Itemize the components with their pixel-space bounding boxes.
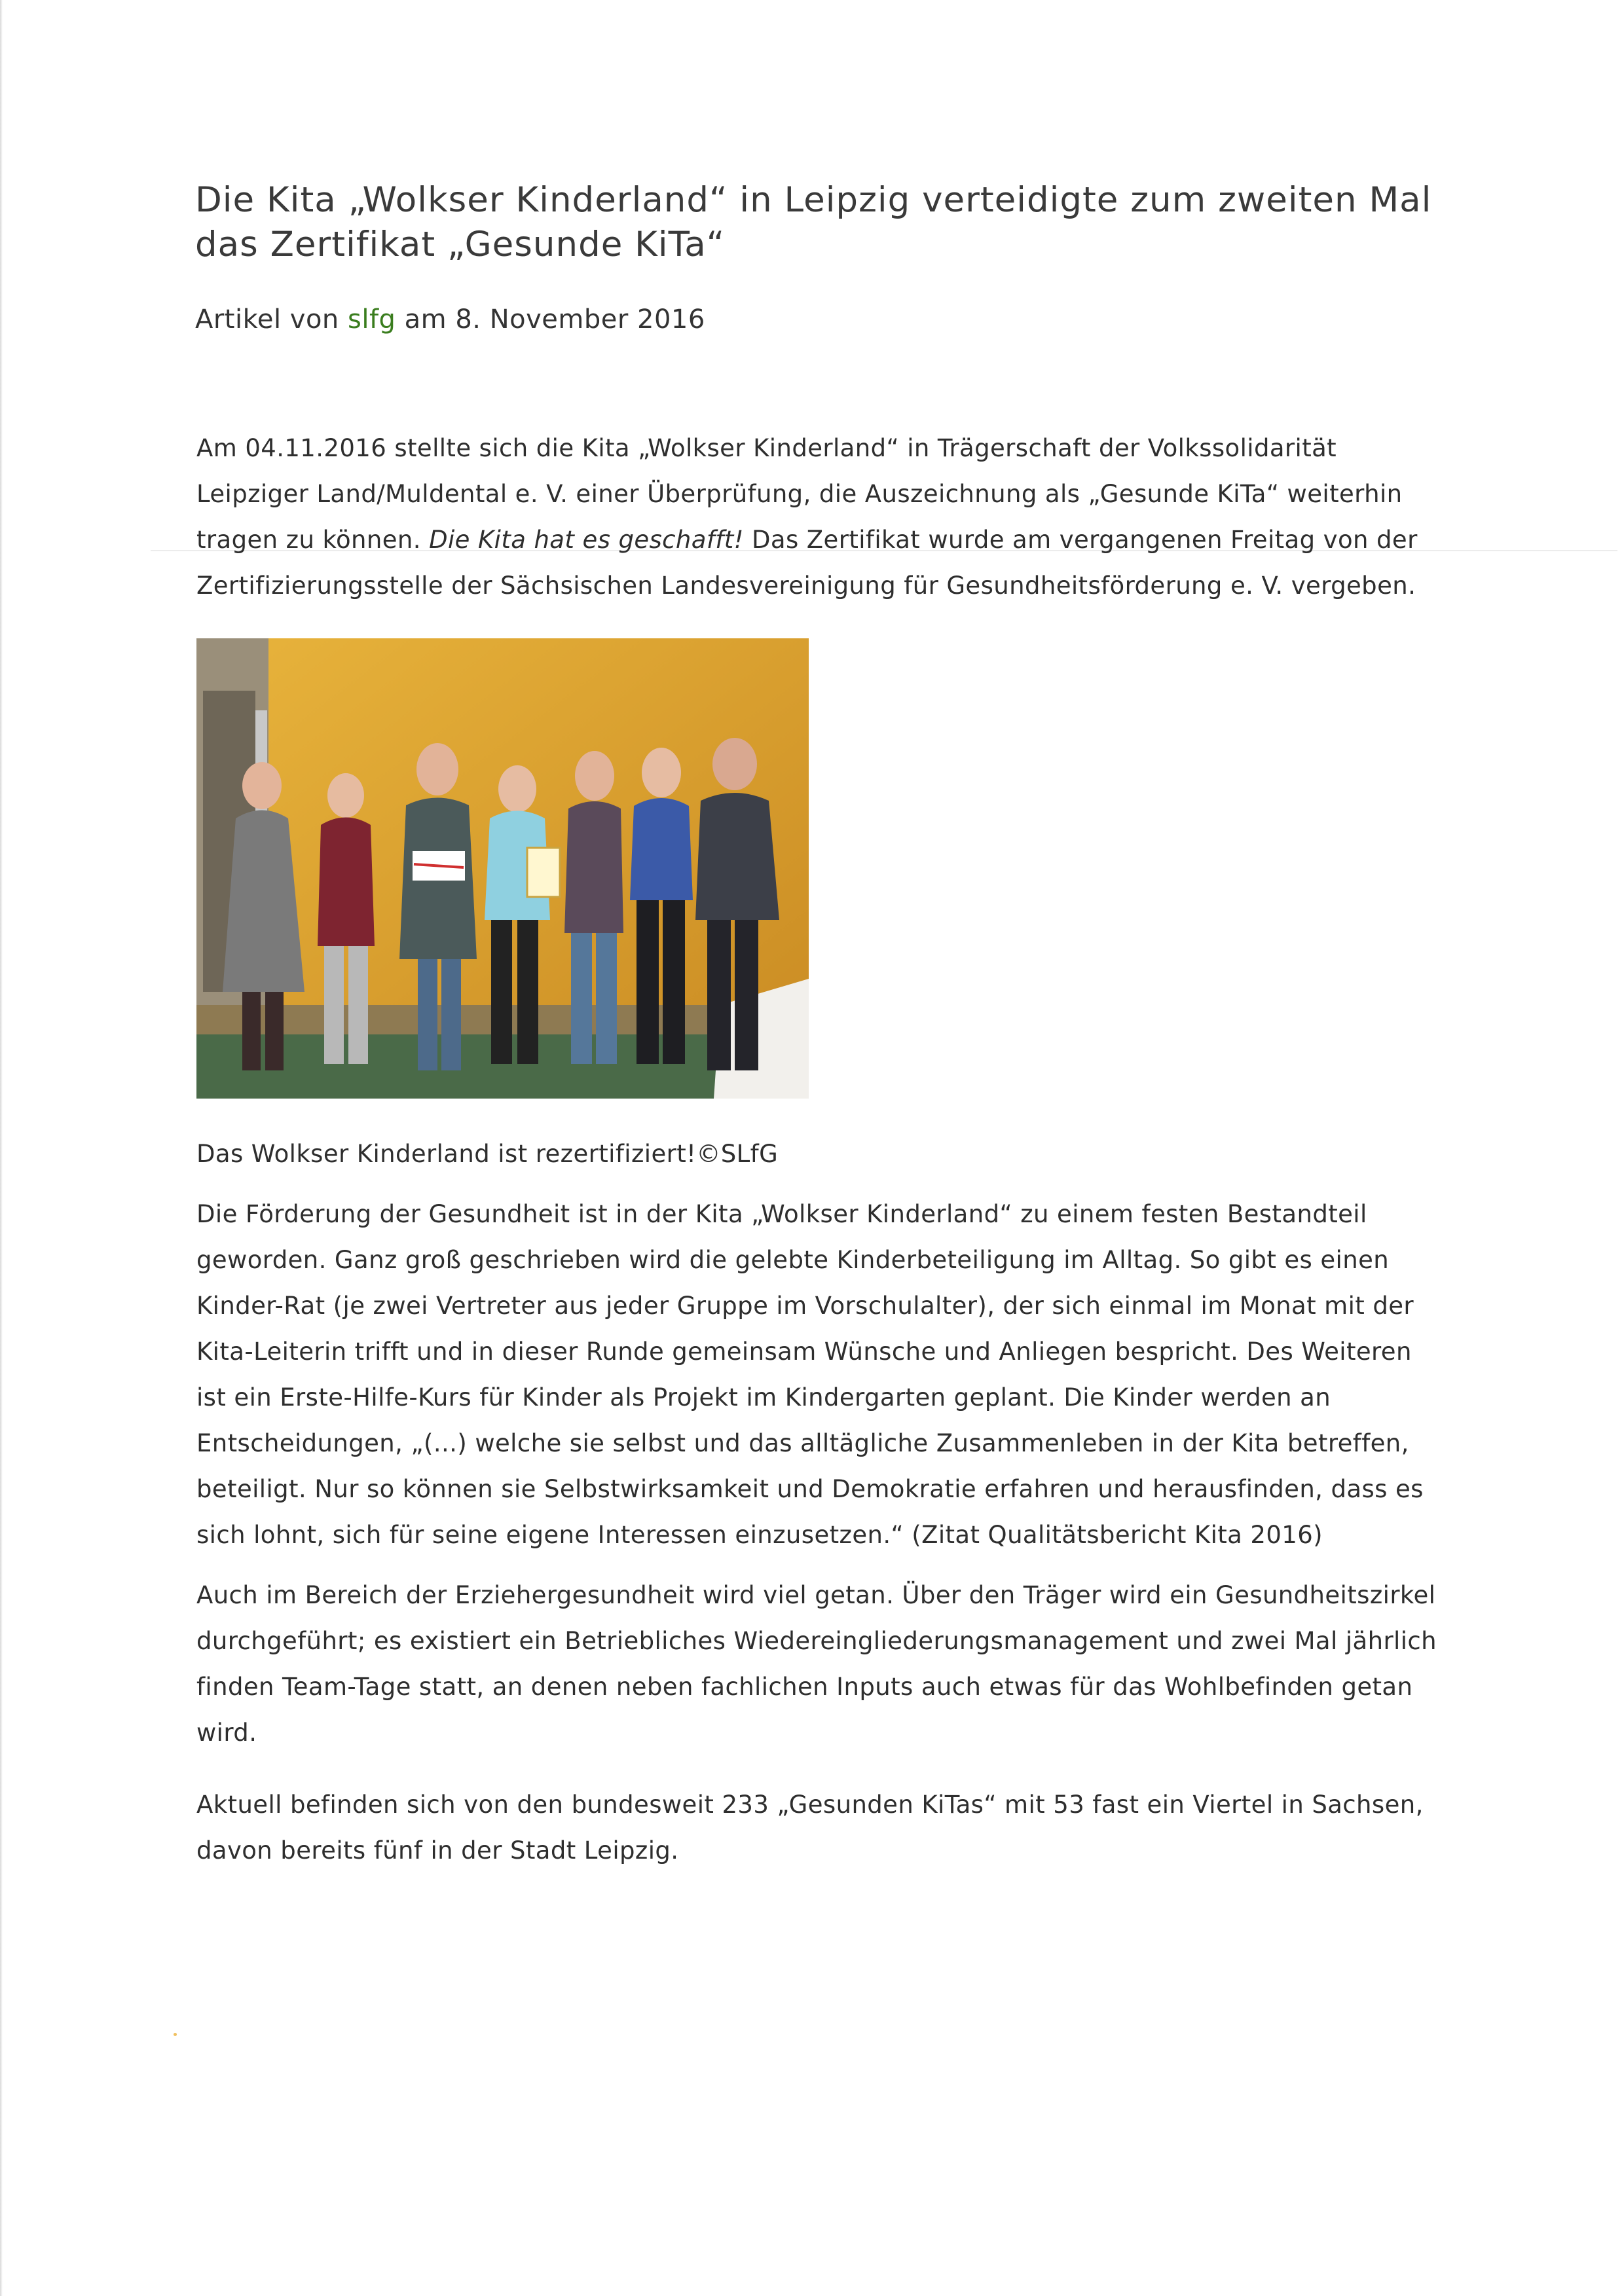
paragraph-children-participation: Die Förderung der Gesundheit ist in der Kita „Wolkser Kinderland“ zu einem festen Bestandteil geworden. Ganz groß geschrieben wird die gelebte Kinderbeteiligung im Alltag. So gibt es einen Kinder-Rat (je zwei Vertreter aus jeder Gruppe im Vorschulalter), der sich einmal im Monat mit der Kita-Leiterin trifft und in dieser Runde gemeinsam Wünsche und Anliegen bespricht. Des Weiteren ist ein Erste-Hilfe-Kurs für Kinder als Projekt im Kindergarten geplant. Die Kinder werden an Entscheidungen, „(...) welche sie selbst und das alltägliche Zusammenleben in der Kita betreffen, beteiligt. Nur so können sie Selbstwirksamkeit und Demokratie erfahren und herausfinden, dass es sich lohnt, sich für seine eigene Interessen einzusetzen.“ (Zitat Qualitätsbericht Kita 2016) — [196, 1200, 1424, 1549]
paragraph-educator-health: Auch im Bereich der Erziehergesundheit wird viel getan. Über den Träger wird ein Gesundheitszirkel durchgeführt; es existiert ein Betriebliches Wiedereingliederungsmanagement und zwei Mal jährlich finden Team-Tage statt, an denen neben fachlichen Inputs auch etwas für das Wohlbefinden getan wird. — [196, 1581, 1437, 1747]
group-photo — [196, 638, 809, 1099]
intro-paragraph — [196, 426, 1441, 609]
article-title: Die Kita „Wolkser Kinderland“ in Leipzig verteidigte zum zweiten Mal das Zertifikat „Gesunde KiTa“ — [195, 180, 1432, 264]
author-link[interactable]: slfg — [348, 304, 396, 335]
intro-text-a: Am 04.11.2016 stellte sich die Kita „Wolkser Kinderland“ in Trägerschaft der Volkssolidarität Leipziger Land/Muldental e. V. einer Überprüfung, die Auszeichnung als „Gesunde KiTa“ weiterhin tragen zu können. — [196, 434, 1403, 554]
scan-speck — [174, 2033, 177, 2036]
group-photo-image — [196, 638, 809, 1099]
photo-caption: Das Wolkser Kinderland ist rezertifiziert!©SLfG — [196, 1140, 779, 1168]
byline-prefix: Artikel von — [195, 304, 348, 335]
paragraph-statistics: Aktuell befinden sich von den bundesweit 233 „Gesunden KiTas“ mit 53 fast ein Viertel in Sachsen, davon bereits fünf in der Stadt Leipzig. — [196, 1791, 1424, 1865]
byline-date: am 8. November 2016 — [396, 304, 705, 335]
article-byline — [195, 301, 705, 338]
scan-left-edge — [0, 0, 3, 2296]
intro-emphasis: Die Kita hat es geschafft! — [429, 526, 744, 554]
intro-text-b: Das Zertifikat wurde am vergangenen Freitag von der Zertifizierungsstelle der Sächsischen Landesvereinigung für Gesundheitsförderung e. V. vergeben. — [196, 526, 1418, 600]
